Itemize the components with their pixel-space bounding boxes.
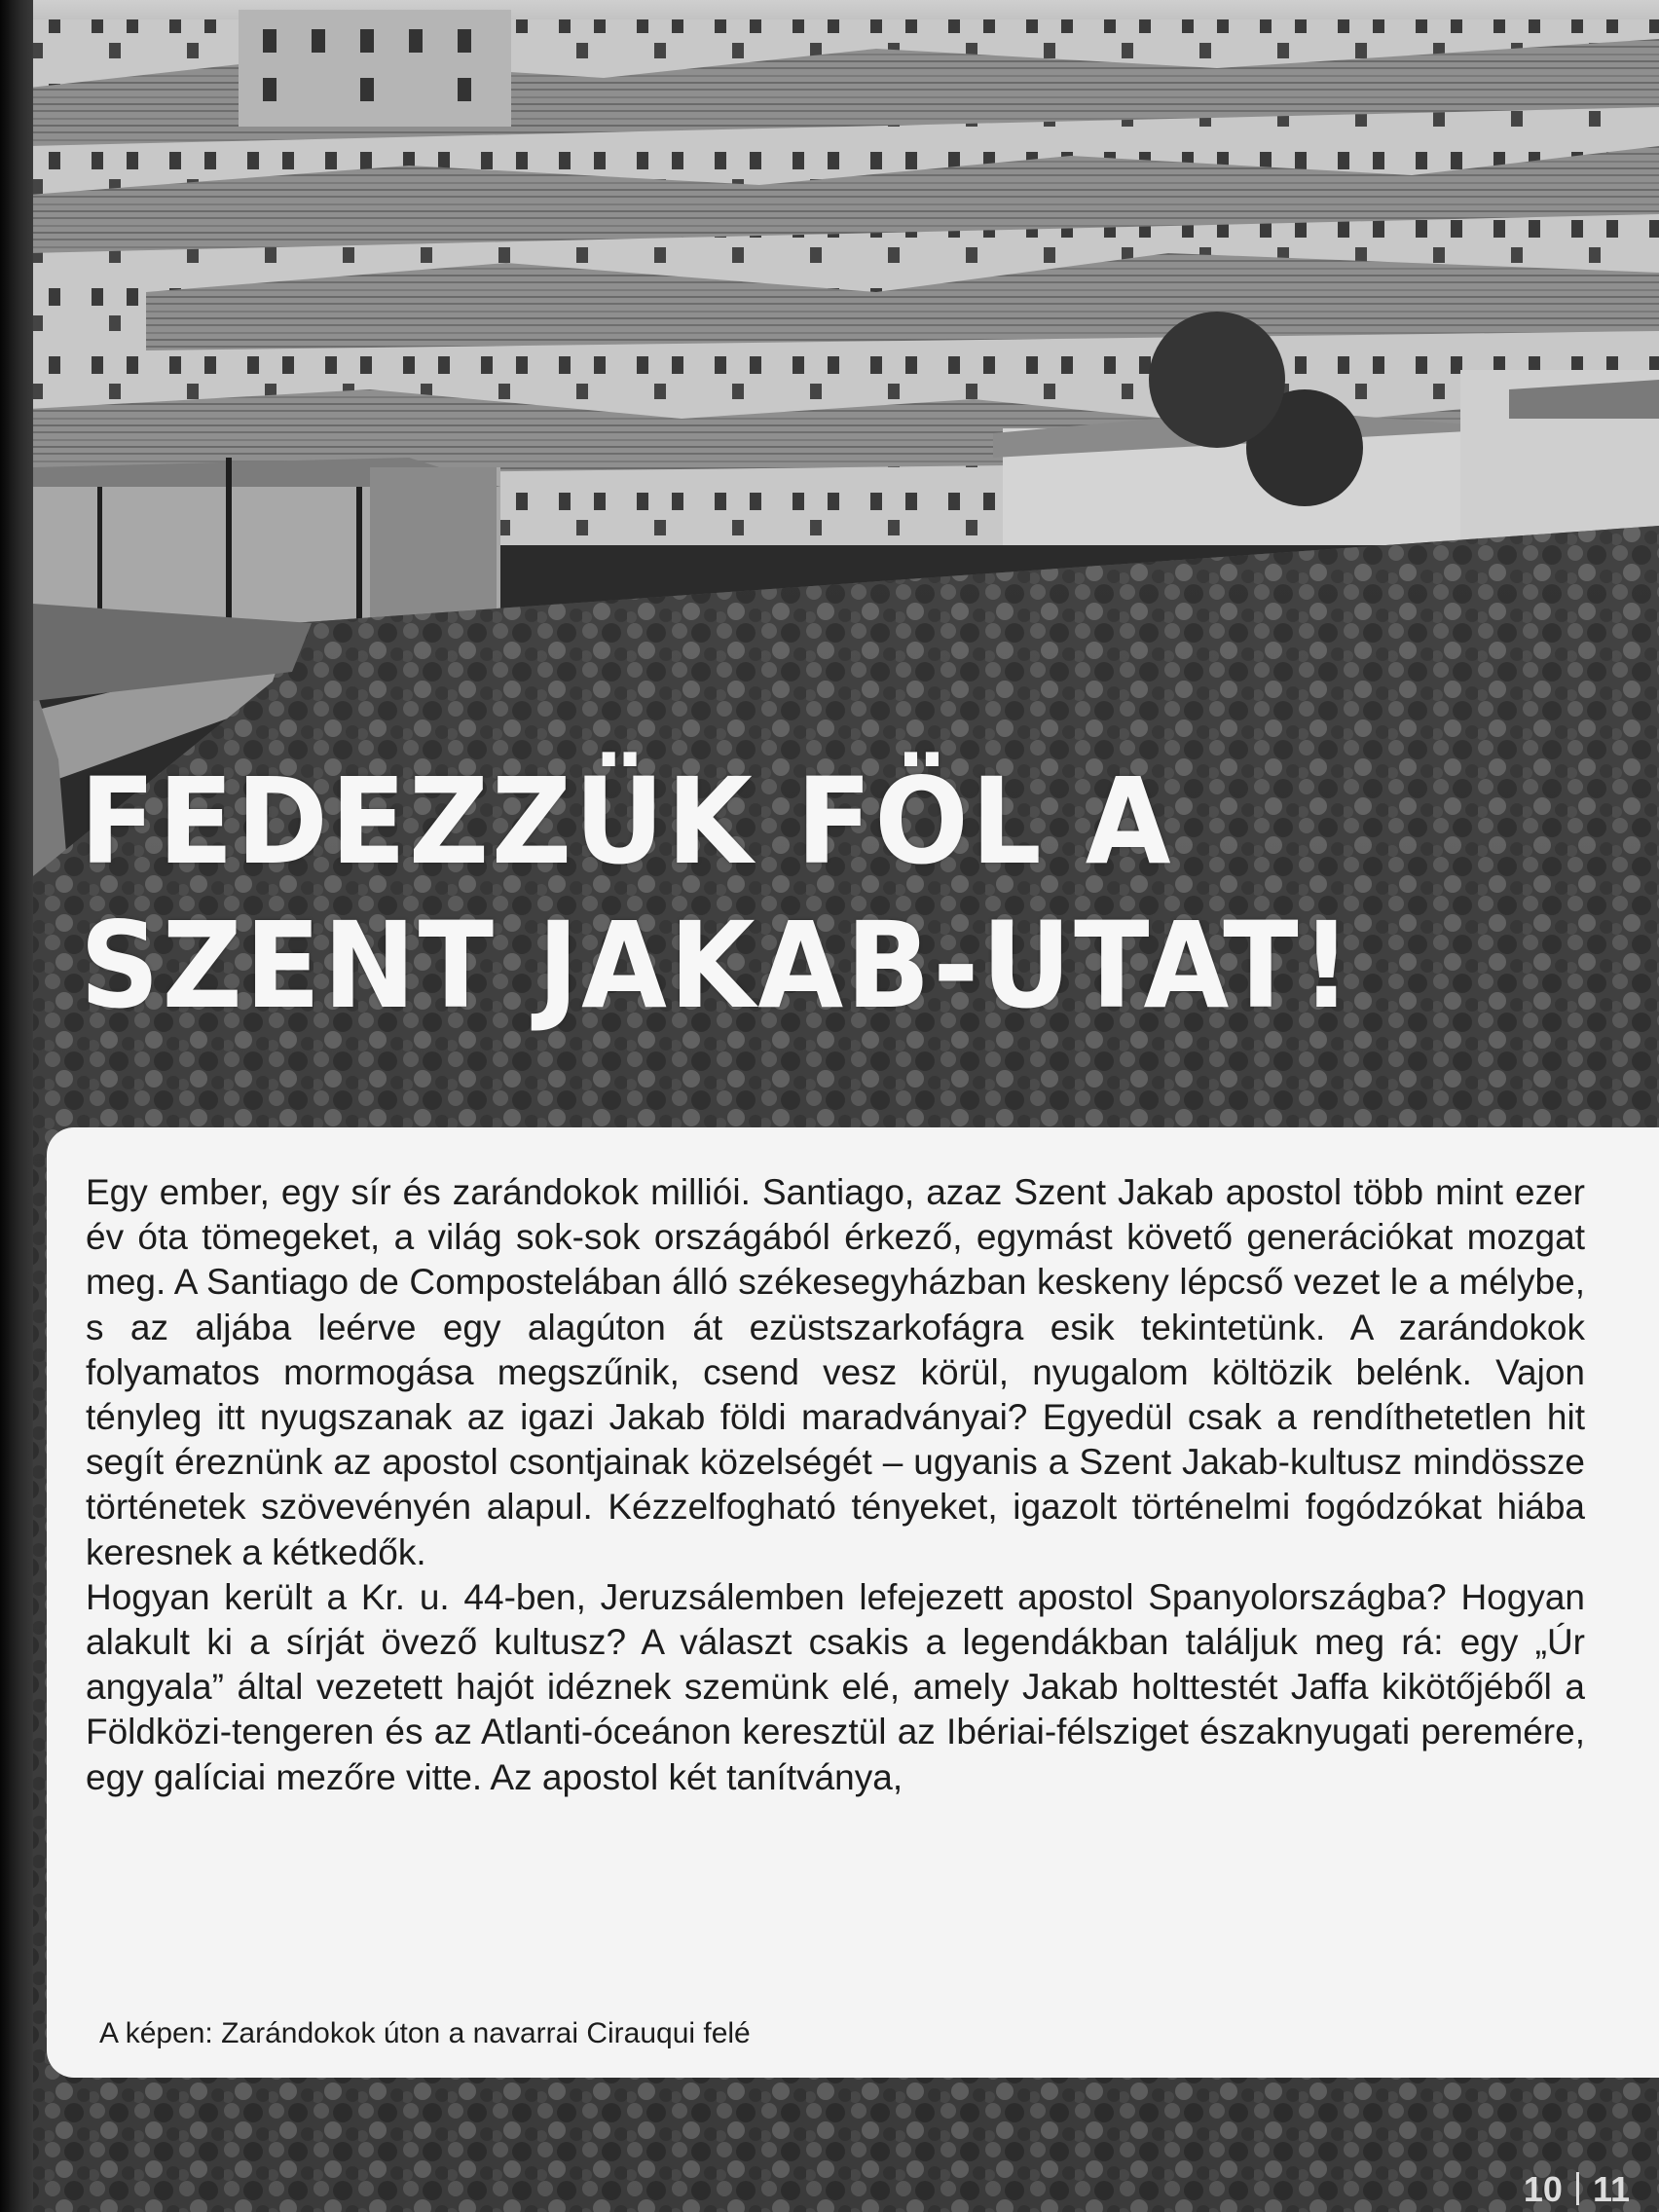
page-numbers — [1524, 2169, 1630, 2210]
photo-caption: A képen: Zarándokok úton a navarrai Cirauqui felé — [99, 2017, 751, 2049]
page-number-left: 10 — [1523, 2169, 1563, 2209]
page-number-divider — [1576, 2172, 1579, 2205]
article-title — [80, 750, 1354, 1038]
title-line-1: FEDEZZÜK FÖL A — [80, 753, 1174, 891]
page-number-right: 11 — [1592, 2169, 1630, 2209]
article-body — [86, 1170, 1585, 1800]
body-paragraph-2: Hogyan került a Kr. u. 44-ben, Jeruzsálemben lefejezett apostol Spanyolországba? Hogyan alakult ki a sírját övező kultusz? A választ csakis a legendákban találjuk meg rá: egy „Úr angyala” által vezetett hajót idéznek szemünk elé, amely Jakab holttestét Jaffa kikötőjéből a Földközi-tengeren és az Atlanti-óceánon keresztül az Ibériai-félsziget északnyugati peremére, egy galíciai mezőre vitte. Az apostol két tanítványa, — [86, 1576, 1585, 1797]
body-paragraph-1: Egy ember, egy sír és zarándokok milliói. Santiago, azaz Szent Jakab apostol több mint ezer év óta tömegeket, a világ sok-sok országából érkező, egymást követő generációkat mozgat meg. A Santiago de Compostelában álló székesegyházban keskeny lépcső vezet le a mélybe, s az aljába leérve egy alagúton át ezüstszarkofágra esik tekintetünk. A zarándokok folyamatos mormogása megszűnik, csend vesz körül, nyugalom költözik belénk. Vajon tényleg itt nyugszanak az igazi Jakab földi maradványai? Egyedül csak a rendíthetetlen hit segít éreznünk az apostol csontjainak közelségét – ugyanis a Szent Jakab-kultusz mindössze történetek szövevényén alapul. Kézzelfogható tényeket, igazolt történelmi fogódzókat hiába keresnek a kétkedők. — [86, 1172, 1585, 1572]
text-panel — [47, 1127, 1659, 2078]
title-line-2: SZENT JAKAB-UTAT! — [80, 897, 1354, 1035]
page-gutter — [0, 0, 33, 2212]
